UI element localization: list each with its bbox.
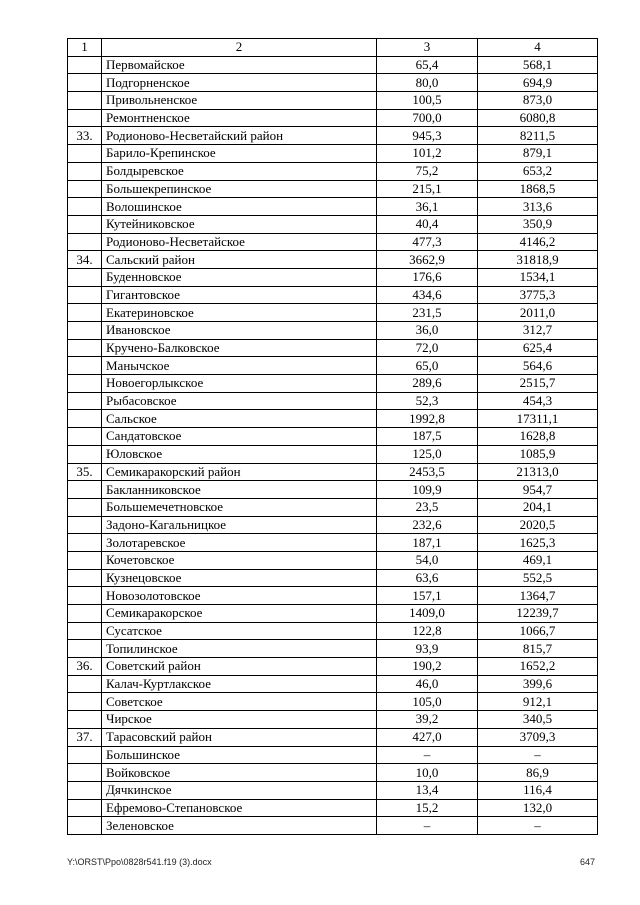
value-col-4: 12239,7: [478, 605, 598, 623]
value-col-3: 125,0: [377, 445, 478, 463]
value-col-4: 2515,7: [478, 375, 598, 393]
row-number: [68, 215, 102, 233]
row-number: 36.: [68, 658, 102, 676]
settlement-name: Сальское: [102, 410, 377, 428]
value-col-4: 312,7: [478, 322, 598, 340]
value-col-3: 65,4: [377, 56, 478, 74]
settlement-name: Буденновское: [102, 268, 377, 286]
settlement-name: Новозолотовское: [102, 587, 377, 605]
settlement-name: Бакланниковское: [102, 481, 377, 499]
row-number: [68, 198, 102, 216]
row-number: [68, 587, 102, 605]
value-col-4: 132,0: [478, 799, 598, 817]
settlement-name: Большинское: [102, 746, 377, 764]
value-col-4: 1534,1: [478, 268, 598, 286]
table-row: [68, 92, 598, 110]
row-number: 33.: [68, 127, 102, 145]
table-row: [68, 375, 598, 393]
value-col-3: 1409,0: [377, 605, 478, 623]
value-col-4: 399,6: [478, 675, 598, 693]
settlement-name: Топилинское: [102, 640, 377, 658]
row-number: [68, 569, 102, 587]
value-col-3: 54,0: [377, 551, 478, 569]
table-row: [68, 198, 598, 216]
settlement-name: Сусатское: [102, 622, 377, 640]
value-col-4: 694,9: [478, 74, 598, 92]
value-col-4: 568,1: [478, 56, 598, 74]
value-col-4: 350,9: [478, 215, 598, 233]
table-body: [68, 39, 598, 835]
settlement-name: Задоно-Кагальницкое: [102, 516, 377, 534]
row-number: [68, 764, 102, 782]
value-col-3: 3662,9: [377, 251, 478, 269]
settlement-name: Семикаракорский район: [102, 463, 377, 481]
settlement-name: Рыбасовское: [102, 392, 377, 410]
value-col-3: 2453,5: [377, 463, 478, 481]
value-col-3: –: [377, 746, 478, 764]
value-col-4: 873,0: [478, 92, 598, 110]
settlement-name: Ефремово-Степановское: [102, 799, 377, 817]
value-col-3: 187,1: [377, 534, 478, 552]
value-col-3: 72,0: [377, 339, 478, 357]
value-col-4: 340,5: [478, 711, 598, 729]
value-col-4: 313,6: [478, 198, 598, 216]
value-col-3: 65,0: [377, 357, 478, 375]
value-col-3: 80,0: [377, 74, 478, 92]
value-col-3: 75,2: [377, 162, 478, 180]
settlement-name: Чирское: [102, 711, 377, 729]
settlement-name: Советский район: [102, 658, 377, 676]
settlement-name: Сандатовское: [102, 428, 377, 446]
table-row: [68, 622, 598, 640]
table-row: [68, 162, 598, 180]
value-col-4: 17311,1: [478, 410, 598, 428]
table-row: [68, 357, 598, 375]
value-col-3: 157,1: [377, 587, 478, 605]
value-col-4: 21313,0: [478, 463, 598, 481]
value-col-4: 564,6: [478, 357, 598, 375]
settlement-name: Екатериновское: [102, 304, 377, 322]
value-col-4: 116,4: [478, 781, 598, 799]
value-col-3: 1992,8: [377, 410, 478, 428]
table-row: [68, 498, 598, 516]
row-number: [68, 233, 102, 251]
value-col-3: 945,3: [377, 127, 478, 145]
value-col-3: –: [377, 817, 478, 835]
table-row: [68, 534, 598, 552]
row-number: [68, 622, 102, 640]
value-col-3: 176,6: [377, 268, 478, 286]
row-number: [68, 74, 102, 92]
header-cell-1: 1: [68, 39, 102, 57]
value-col-3: 231,5: [377, 304, 478, 322]
settlement-name: Дячкинское: [102, 781, 377, 799]
row-number: [68, 339, 102, 357]
table-row: [68, 516, 598, 534]
data-table: [67, 38, 598, 835]
row-number: [68, 322, 102, 340]
row-number: [68, 375, 102, 393]
table-row: [68, 109, 598, 127]
value-col-3: 46,0: [377, 675, 478, 693]
value-col-4: 1066,7: [478, 622, 598, 640]
table-header-row: [68, 39, 598, 57]
table-row: [68, 428, 598, 446]
value-col-4: 912,1: [478, 693, 598, 711]
table-row: [68, 145, 598, 163]
settlement-name: Большекрепинское: [102, 180, 377, 198]
footer-file-path: Y:\ORST\Ppo\0828r541.f19 (3).docx: [67, 857, 212, 867]
value-col-3: 232,6: [377, 516, 478, 534]
value-col-3: 190,2: [377, 658, 478, 676]
value-col-3: 23,5: [377, 498, 478, 516]
settlement-name: Родионово-Несветайское: [102, 233, 377, 251]
table-row: [68, 392, 598, 410]
value-col-3: 13,4: [377, 781, 478, 799]
settlement-name: Юловское: [102, 445, 377, 463]
value-col-4: 6080,8: [478, 109, 598, 127]
settlement-name: Золотаревское: [102, 534, 377, 552]
value-col-4: 3775,3: [478, 286, 598, 304]
table-row: [68, 764, 598, 782]
settlement-name: Гигантовское: [102, 286, 377, 304]
table-row: [68, 304, 598, 322]
settlement-name: Болдыревское: [102, 162, 377, 180]
value-col-3: 215,1: [377, 180, 478, 198]
table-row: [68, 56, 598, 74]
value-col-3: 122,8: [377, 622, 478, 640]
row-number: [68, 92, 102, 110]
table-row: [68, 463, 598, 481]
table-row: [68, 675, 598, 693]
row-number: [68, 445, 102, 463]
settlement-name: Советское: [102, 693, 377, 711]
value-col-4: 1625,3: [478, 534, 598, 552]
value-col-3: 36,1: [377, 198, 478, 216]
value-col-3: 101,2: [377, 145, 478, 163]
table-row: [68, 551, 598, 569]
value-col-3: 427,0: [377, 728, 478, 746]
row-number: [68, 162, 102, 180]
header-cell-2: 2: [102, 39, 377, 57]
value-col-3: 289,6: [377, 375, 478, 393]
table-row: [68, 481, 598, 499]
row-number: [68, 516, 102, 534]
value-col-3: 10,0: [377, 764, 478, 782]
row-number: 34.: [68, 251, 102, 269]
table-row: [68, 658, 598, 676]
footer-page-number: 647: [580, 857, 596, 867]
table-row: [68, 640, 598, 658]
value-col-4: –: [478, 746, 598, 764]
row-number: [68, 675, 102, 693]
row-number: [68, 357, 102, 375]
value-col-4: 653,2: [478, 162, 598, 180]
value-col-3: 52,3: [377, 392, 478, 410]
settlement-name: Манычское: [102, 357, 377, 375]
row-number: [68, 481, 102, 499]
row-number: [68, 711, 102, 729]
settlement-name: Подгорненское: [102, 74, 377, 92]
row-number: [68, 817, 102, 835]
table-row: [68, 74, 598, 92]
settlement-name: Тарасовский район: [102, 728, 377, 746]
header-cell-3: 3: [377, 39, 478, 57]
row-number: [68, 605, 102, 623]
value-col-3: 63,6: [377, 569, 478, 587]
value-col-4: 3709,3: [478, 728, 598, 746]
settlement-name: Войковское: [102, 764, 377, 782]
settlement-name: Кутейниковское: [102, 215, 377, 233]
settlement-name: Ивановское: [102, 322, 377, 340]
table-row: [68, 322, 598, 340]
value-col-4: 4146,2: [478, 233, 598, 251]
value-col-4: 1085,9: [478, 445, 598, 463]
table-row: [68, 127, 598, 145]
settlement-name: Калач-Куртлакское: [102, 675, 377, 693]
value-col-4: 954,7: [478, 481, 598, 499]
row-number: [68, 145, 102, 163]
value-col-4: 815,7: [478, 640, 598, 658]
value-col-3: 93,9: [377, 640, 478, 658]
table-row: [68, 233, 598, 251]
row-number: [68, 392, 102, 410]
settlement-name: Волошинское: [102, 198, 377, 216]
table-row: [68, 817, 598, 835]
row-number: [68, 551, 102, 569]
row-number: [68, 640, 102, 658]
row-number: [68, 56, 102, 74]
value-col-3: 477,3: [377, 233, 478, 251]
row-number: [68, 498, 102, 516]
settlement-name: Родионово-Несветайский район: [102, 127, 377, 145]
row-number: [68, 799, 102, 817]
table-row: [68, 781, 598, 799]
row-number: 35.: [68, 463, 102, 481]
settlement-name: Зеленовское: [102, 817, 377, 835]
table-row: [68, 587, 598, 605]
table-row: [68, 339, 598, 357]
value-col-4: 454,3: [478, 392, 598, 410]
header-cell-4: 4: [478, 39, 598, 57]
value-col-4: 1364,7: [478, 587, 598, 605]
value-col-3: 40,4: [377, 215, 478, 233]
value-col-4: 8211,5: [478, 127, 598, 145]
value-col-3: 36,0: [377, 322, 478, 340]
value-col-3: 700,0: [377, 109, 478, 127]
value-col-3: 39,2: [377, 711, 478, 729]
value-col-4: 86,9: [478, 764, 598, 782]
value-col-3: 109,9: [377, 481, 478, 499]
value-col-4: 469,1: [478, 551, 598, 569]
table-row: [68, 251, 598, 269]
table-row: [68, 728, 598, 746]
table-row: [68, 215, 598, 233]
value-col-4: 2020,5: [478, 516, 598, 534]
value-col-4: 2011,0: [478, 304, 598, 322]
settlement-name: Кузнецовское: [102, 569, 377, 587]
value-col-4: 1652,2: [478, 658, 598, 676]
value-col-4: 31818,9: [478, 251, 598, 269]
row-number: [68, 180, 102, 198]
settlement-name: Новоегорлыкское: [102, 375, 377, 393]
table-row: [68, 711, 598, 729]
settlement-name: Ремонтненское: [102, 109, 377, 127]
row-number: [68, 304, 102, 322]
settlement-name: Семикаракорское: [102, 605, 377, 623]
table-row: [68, 693, 598, 711]
table-row: [68, 605, 598, 623]
value-col-4: –: [478, 817, 598, 835]
table-row: [68, 286, 598, 304]
table-row: [68, 799, 598, 817]
row-number: [68, 781, 102, 799]
row-number: [68, 286, 102, 304]
settlement-name: Большемечетновское: [102, 498, 377, 516]
table-row: [68, 746, 598, 764]
settlement-name: Первомайское: [102, 56, 377, 74]
value-col-3: 100,5: [377, 92, 478, 110]
table-row: [68, 180, 598, 198]
row-number: [68, 428, 102, 446]
settlement-name: Барило-Крепинское: [102, 145, 377, 163]
value-col-4: 625,4: [478, 339, 598, 357]
row-number: [68, 268, 102, 286]
table-row: [68, 445, 598, 463]
value-col-3: 434,6: [377, 286, 478, 304]
row-number: 37.: [68, 728, 102, 746]
settlement-name: Сальский район: [102, 251, 377, 269]
value-col-4: 1868,5: [478, 180, 598, 198]
value-col-3: 15,2: [377, 799, 478, 817]
row-number: [68, 693, 102, 711]
table-row: [68, 268, 598, 286]
value-col-3: 187,5: [377, 428, 478, 446]
value-col-4: 204,1: [478, 498, 598, 516]
table-row: [68, 569, 598, 587]
value-col-4: 879,1: [478, 145, 598, 163]
settlement-name: Привольненское: [102, 92, 377, 110]
table-row: [68, 410, 598, 428]
row-number: [68, 534, 102, 552]
value-col-4: 552,5: [478, 569, 598, 587]
value-col-4: 1628,8: [478, 428, 598, 446]
row-number: [68, 109, 102, 127]
settlement-name: Кочетовское: [102, 551, 377, 569]
row-number: [68, 746, 102, 764]
row-number: [68, 410, 102, 428]
value-col-3: 105,0: [377, 693, 478, 711]
settlement-name: Кручено-Балковское: [102, 339, 377, 357]
